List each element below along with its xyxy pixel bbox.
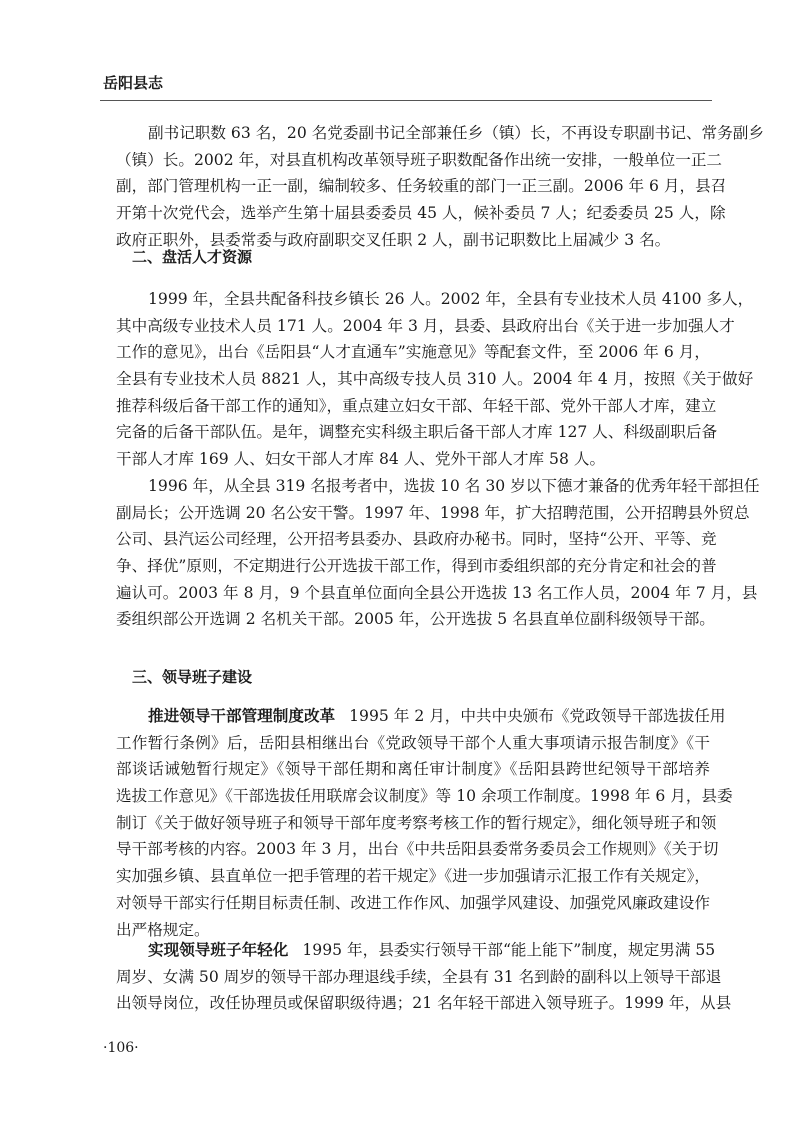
- text-line: 争、择优”原则，不定期进行公开选拔干部工作，得到市委组织部的充分肯定和社会的普: [116, 557, 717, 576]
- page-number: ·106·: [103, 1040, 139, 1056]
- text-line: 出领导岗位，改任协理员或保留职级待遇；21 名年轻干部进入领导班子。1999 年，从县: [116, 994, 732, 1013]
- text-line: 1999 年，全县共配备科技乡镇长 26 人。2002 年，全县有专业技术人员 4100 多人，: [148, 290, 754, 308]
- text-line: 副，部门管理机构一正一副，编制较多、任务较重的部门一正三副。2006 年 6 月，县召: [116, 177, 727, 196]
- section-heading: 二、盘活人才资源: [132, 248, 253, 266]
- text-line: （镇）长。2002 年，对县直机构改革领导班子职数配备作出统一安排，一般单位一正二: [116, 150, 723, 169]
- text-line: 开第十次党代会，选举产生第十届县委委员 45 人，候补委员 7 人；纪委委员 25 人，除: [116, 204, 726, 223]
- text-line: 遍认可。2003 年 8 月，9 个县直单位面向全县公开选拔 13 名工作人员，2004 年 7 月，县: [116, 583, 758, 602]
- text-line: 对领导干部实行任期目标责任制、改进工作作风、加强学风建设、加强党风廉政建设作: [116, 893, 710, 912]
- header-rule: [100, 100, 712, 101]
- text-line-content: 1995 年 2 月，中共中央颁布《党政领导干部选拔任用: [349, 707, 726, 725]
- text-line: 选拔工作意见》《干部选拔任用联席会议制度》等 10 余项工作制度。1998 年 6 月，县委: [116, 787, 733, 806]
- text-line: 副局长；公开选调 20 名公安干警。1997 年、1998 年，扩大招聘范围，公开招聘县外贸总: [116, 503, 750, 522]
- text-line: [116, 937, 716, 964]
- text-line: 副书记职数 63 名，20 名党委副书记全部兼任乡（镇）长，不再设专职副书记、常务副乡: [148, 124, 764, 142]
- text-line: 出严格规定。: [116, 920, 210, 939]
- text-line: 干部人才库 169 人、妇女干部人才库 84 人、党外干部人才库 58 人。: [116, 450, 606, 469]
- text-line: 完备的后备干部队伍。是年，调整充实科级主职后备干部人才库 127 人、科级副职后备: [116, 423, 718, 442]
- paragraph-lead: 实现领导班子年轻化: [148, 941, 289, 959]
- paragraph: [116, 937, 732, 1017]
- paragraph-lead: 推进领导干部管理制度改革: [148, 707, 336, 725]
- text-line: 部谈话诫勉暂行规定》《领导干部任期和离任审计制度》《岳阳县跨世纪领导干部培养: [116, 760, 710, 779]
- paragraph: [116, 703, 733, 943]
- text-line: 导干部考核的内容。2003 年 3 月，出台《中共岳阳县委常务委员会工作规则》《关于切: [116, 840, 719, 859]
- text-line-content: 1995 年，县委实行领导干部“能上能下”制度，规定男满 55: [302, 941, 716, 959]
- text-line: 工作暂行条例》后，岳阳县相继出台《党政领导干部个人重大事项请示报告制度》《干: [116, 733, 710, 752]
- paragraph: [116, 120, 764, 253]
- section-heading: 三、领导班子建设: [132, 668, 253, 686]
- text-line: 委组织部公开选调 2 名机关干部。2005 年，公开选拔 5 名县直单位副科级领导干部。: [116, 610, 715, 629]
- paragraph: [116, 473, 760, 633]
- text-line: 政府正职外，县委常委与政府副职交叉任职 2 人，副书记职数比上届减少 3 名。: [116, 230, 671, 249]
- text-line: 其中高级专业技术人员 171 人。2004 年 3 月，县委、县政府出台《关于进一步加强人才: [116, 316, 735, 335]
- text-line: 工作的意见》，出台《岳阳县“人才直通车”实施意见》等配套文件，至 2006 年 6 月，: [116, 343, 710, 362]
- text-line: 推荐科级后备干部工作的通知》，重点建立妇女干部、年轻干部、党外干部人才库，建立: [116, 396, 717, 415]
- text-line: 公司、县汽运公司经理，公开招考县委办、县政府办秘书。同时，坚持“公开、平等、竞: [116, 530, 717, 549]
- text-line: 全县有专业技术人员 8821 人，其中高级专技人员 310 人。2004 年 4 月，按照《关于做好: [116, 370, 754, 389]
- text-line: 制订《关于做好领导班子和领导干部年度考察考核工作的暂行规定》，细化领导班子和领: [116, 813, 717, 832]
- running-head: 岳阳县志: [103, 74, 164, 92]
- paragraph: [116, 286, 754, 473]
- text-line: [116, 703, 726, 730]
- text-line: 周岁、女满 50 周岁的领导干部办理退线手续，全县有 31 名到龄的副科以上领导干部退: [116, 967, 722, 986]
- text-line: 实加强乡镇、县直单位一把手管理的若干规定》《进一步加强请示汇报工作有关规定》，: [116, 867, 710, 886]
- text-line: 1996 年，从全县 319 名报考者中，选拔 10 名 30 岁以下德才兼备的优秀年轻干部担任: [148, 477, 760, 495]
